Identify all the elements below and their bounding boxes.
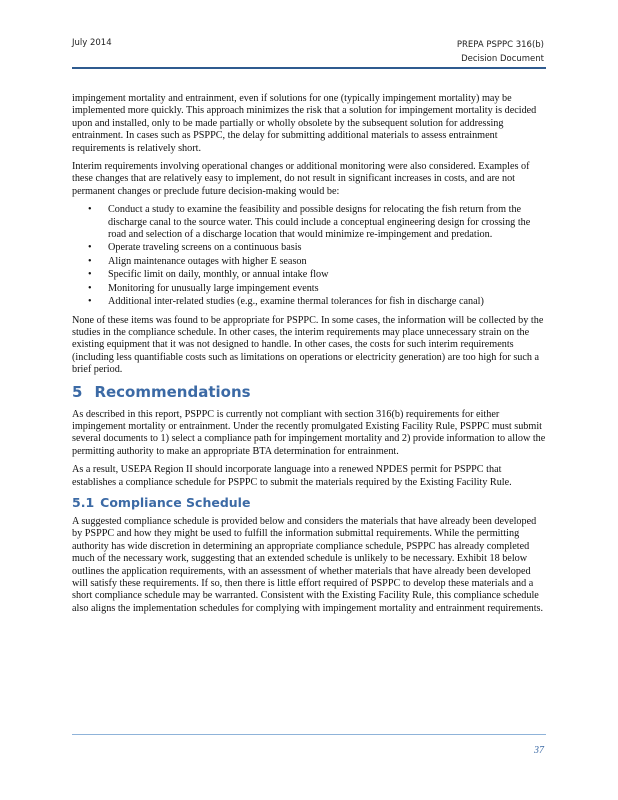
subsection-heading — [72, 495, 546, 510]
list-item-text: Specific limit on daily, monthly, or annual intake flow — [108, 269, 329, 281]
header-date: July 2014 — [72, 38, 112, 48]
footer-rule — [72, 734, 546, 735]
list-item-text: Operate traveling screens on a continuous basis — [108, 242, 302, 254]
list-item — [72, 283, 546, 295]
bullet-icon: • — [88, 242, 92, 254]
paragraph: impingement mortality and entrainment, even if solutions for one (typically impingement mortality) may be implemented more quickly. This approach minimizes the risk that a solution for impingement mortality is decided upon and installed, only to be made partially or wholly obsolete by the subsequent solution for addressing entrainment. In cases such as PSPPC, the delay for submitting additional materials to assess entrainment requirements is relatively short. — [72, 93, 537, 154]
body-text — [72, 93, 546, 621]
bullet-icon: • — [88, 282, 92, 294]
paragraph: As a result, USEPA Region II should incorporate language into a renewed NPDES permit for PSPPC that establishes a compliance schedule for PSPPC to submit the materials required by the Existing Facility Rule. — [72, 464, 512, 488]
bullet-icon: • — [88, 296, 92, 308]
header-rule — [72, 67, 546, 69]
list-item-text: Conduct a study to examine the feasibility and possible designs for relocating the fish return from the discharge canal to the source water. This could include a conceptual engineering design for crossing the road and selection of a discharge location that would minimize re-impingement and predation. — [108, 204, 531, 241]
subsection-number: 5.1 — [72, 494, 95, 510]
paragraph: None of these items was found to be appropriate for PSPPC. In some cases, the information will be collected by the studies in the compliance schedule. In other cases, the interim requirements may place unnecessary strain on the existing equipment that it was not designed to handle. In other cases, the costs for such interim requirements (including less quantifiable costs such as limitations on operations or electricity generation) are too high for such a brief period. — [72, 314, 544, 376]
paragraph: A suggested compliance schedule is provided below and considers the materials that have already been developed by PSPPC and how they might be used to fulfill the information submittal requirements. While the permitting authority has wide discretion in determining an appropriate compliance schedule, PSPPC has already completed much of the necessary work, suggesting that an extended schedule is unlikely to be necessary. Exhibit 18 below outlines the application requirements, with an assessment of whether materials that have already been developed will satisfy these requirements. If so, then there is little effort required of PSPPC to develop these materials and a short compliance schedule may be warranted. Consistent with the Existing Facility Rule, this compliance schedule also aligns the implementation schedules for complying with impingement mortality and entrainment requirements. — [72, 515, 544, 614]
header-doc-id: PREPA PSPPC 316(b) — [456, 40, 544, 50]
list-item-text: Align maintenance outages with higher E season — [108, 255, 307, 267]
paragraph: As described in this report, PSPPC is currently not compliant with section 316(b) requirements for either impingement mortality or entrainment. Under the recently promulgated Existing Facility Rule, PSPPC must submit several documents to 1) select a compliance path for impingement mortality and 2) provide information to allow the permitting authority to make an appropriate BTA determination for entrainment. — [72, 408, 546, 457]
section-title: Recommendations — [94, 382, 251, 401]
bullet-list — [72, 204, 546, 308]
section-number: 5 — [72, 382, 83, 401]
page-number: 37 — [534, 745, 544, 756]
header-right — [457, 38, 544, 66]
list-item — [72, 269, 546, 281]
list-item — [72, 242, 546, 254]
subsection-title: Compliance Schedule — [100, 494, 251, 510]
paragraph: Interim requirements involving operational changes or additional monitoring were also considered. Examples of these changes that are relatively easy to implement, do not result in significant increases in costs, and are not permanent changes or preclude future decision-making would be: — [72, 161, 530, 197]
list-item — [72, 204, 546, 241]
bullet-icon: • — [88, 255, 92, 267]
list-item — [72, 256, 546, 268]
list-item — [72, 296, 546, 308]
header-doc-type: Decision Document — [461, 54, 544, 64]
bullet-icon: • — [88, 204, 92, 216]
bullet-icon: • — [88, 269, 92, 281]
section-heading — [72, 383, 546, 401]
list-item-text: Monitoring for unusually large impingement events — [108, 282, 319, 294]
list-item-text: Additional inter-related studies (e.g., examine thermal tolerances for fish in discharge canal) — [108, 296, 484, 308]
